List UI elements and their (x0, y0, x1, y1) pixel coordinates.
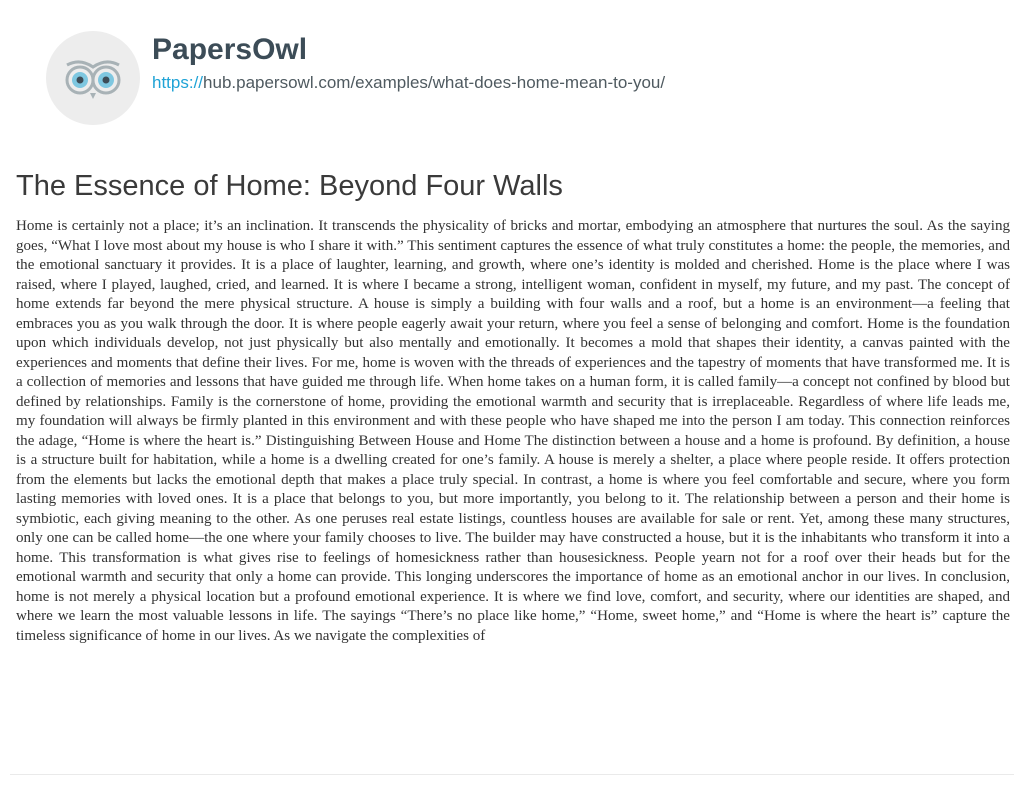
essay-body: Home is certainly not a place; it’s an inclination. It transcends the physicality of bricks and mortar, embodying an atmosphere that nurtures the soul. As the saying goes, “What I love most about my house is who I share it with.” This sentiment captures the essence of what truly constitutes a home: the people, the memories, and the emotional sanctuary it provides. It is a place of laughter, learning, and growth, where one’s identity is molded and cherished. Home is the place where I was raised, where I played, laughed, cried, and learned. It is where I became a strong, intelligent woman, confident in myself, my future, and my past. The concept of home extends far beyond the mere physical structure. A house is simply a building with four walls and a roof, but a home is an environment—a feeling that embraces you as you walk through the door. It is where people eagerly await your return, where you feel a sense of belonging and comfort. Home is the foundation upon which individuals develop, not just physically but also mentally and emotionally. It becomes a mold that shapes their identity, a canvas painted with the experiences and moments that define their lives. For me, home is woven with the threads of experiences and the tapestry of moments that have transformed me. It is a collection of memories and lessons that have guided me through life. When home takes on a human form, it is called family—a concept not confined by blood but defined by relationships. Family is the cornerstone of home, providing the emotional warmth and security that is irreplaceable. Regardless of where life leads me, my foundation will always be firmly planted in this environment and with these people who have shaped me into the person I am today. This connection reinforces the adage, “Home is where the heart is.” Distinguishing Between House and Home The distinction between a house and a home is profound. By definition, a house is a structure built for habitation, while a home is a dwelling created for one’s family. A house is merely a shelter, a place where people reside. It offers protection from the elements but lacks the emotional depth that makes a place truly special. In contrast, a home is where you feel comfortable and secure, where you form lasting memories with loved ones. It is a place that belongs to you, but more importantly, you belong to it. The relationship between a person and their home is symbiotic, each giving meaning to the other. As one peruses real estate listings, countless houses are available for sale or rent. Yet, among these many structures, only one can be called home—the one where your family chooses to live. The builder may have constructed a house, but it is the inhabitants who transform it into a home. This transformation is what gives rise to feelings of homesickness rather than housesickness. People yearn not for a roof over their heads but for the emotional warmth and security that only a home can provide. This longing underscores the importance of home as an emotional anchor in our lives. In conclusion, home is not merely a physical location but a profound emotional experience. It is where we find love, comfort, and security, where our identities are shaped, and where we learn the most valuable lessons in life. The sayings “There’s no place like home,” “Home, sweet home,” and “Home is where the heart is” capture the timeless significance of home in our lives. As we navigate the complexities of (16, 218, 1010, 644)
essay-title: The Essence of Home: Beyond Four Walls (16, 170, 563, 202)
site-header (46, 31, 986, 131)
owl-logo-icon (46, 31, 140, 125)
page-url[interactable] (152, 73, 665, 93)
url-scheme: https:// (152, 73, 204, 92)
brand-name[interactable]: PapersOwl (152, 33, 308, 66)
url-path: hub.papersowl.com/examples/what-does-home-mean-to-you/ (203, 73, 666, 92)
bottom-divider (10, 774, 1014, 775)
content-fade (0, 698, 1024, 786)
